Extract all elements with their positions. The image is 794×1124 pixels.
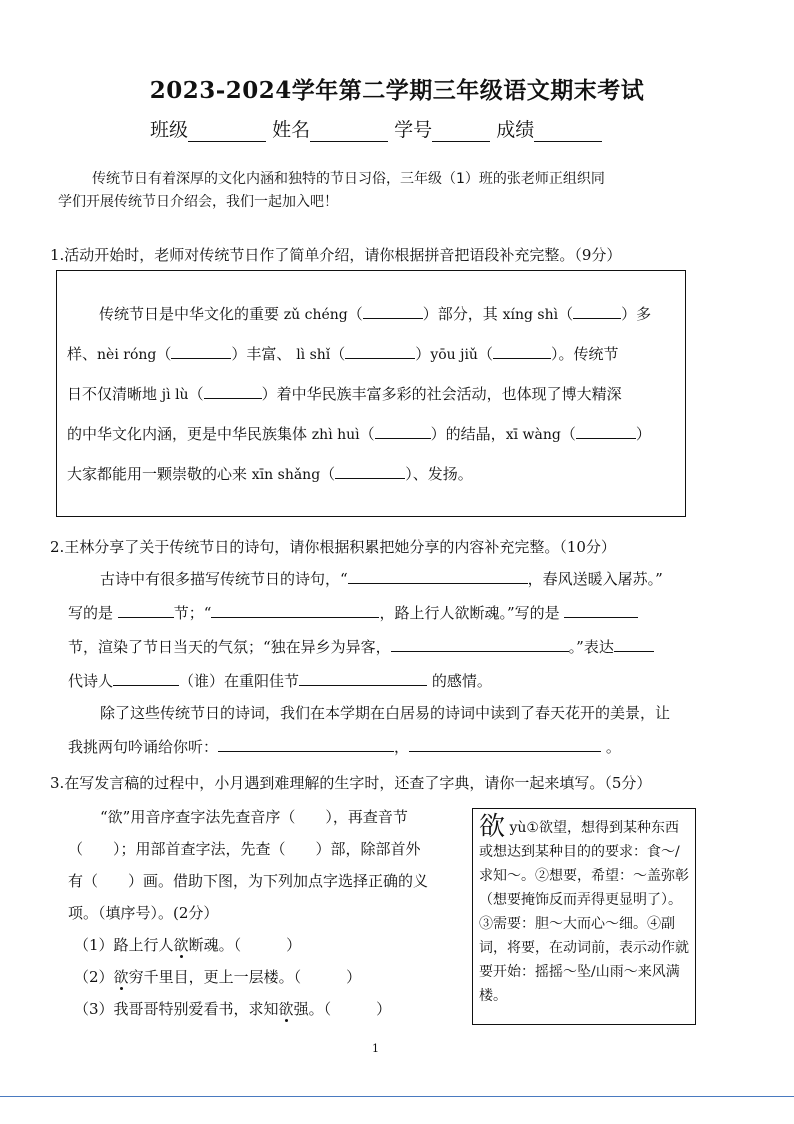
q3-line-1: “欲”用音序查字法先查音序（ ），再查音节 <box>100 808 408 826</box>
entry-char: 欲 <box>479 812 506 842</box>
q2-line-1: 古诗中有很多描写传统节日的诗句，“ ，春风送暖入屠苏。” <box>100 570 663 588</box>
q1-line-3: 日不仅清晰地 jì lù（ ）着中华民族丰富多彩的社会活动，也体现了博大精深 <box>67 385 622 403</box>
blank[interactable] <box>299 671 427 686</box>
id-label: 学号 <box>394 119 433 141</box>
q1-line-5: 大家都能用一颗崇敬的心来 xīn shǎng（ ）、发扬。 <box>67 465 473 483</box>
blank[interactable] <box>345 344 415 359</box>
class-blank[interactable] <box>188 123 266 142</box>
score-label: 成绩 <box>496 119 535 141</box>
blank[interactable] <box>118 603 174 618</box>
q3-prompt: 3.在写发言稿的过程中，小月遇到难理解的生字时，还查了字典，请你一起来填写。（5分） <box>50 774 652 792</box>
q2-line-3: 节，渲染了节日当天的气氛；“独在异乡为异客， 。”表达 <box>68 636 654 657</box>
blank[interactable] <box>211 603 379 618</box>
intro-line-1: 传统节日有着深厚的文化内涵和独特的节日习俗，三年级（1）班的张老师正组织同 <box>92 171 605 187</box>
q2-line-4: 代诗人 （谁）在重阳佳节 的感情。 <box>68 672 492 690</box>
q1-line-1: 传统节日是中华文化的重要 zǔ chéng（ ）部分，其 xíng shì（ ）多 <box>99 305 652 323</box>
entry-definition: ①欲望，想得到某种东西或想达到某种目的的要求：食～/求知～。②想要，希望：～盖弥彰（想要掩饰反而弄得更显明了）。③需要：胆～大而心～细。④副词，将要，在动词前，表示动作就要开始：摇摇～坠/山雨～来风满楼。 <box>479 820 689 1004</box>
score-blank[interactable] <box>534 123 602 142</box>
page-number: 1 <box>372 1042 379 1055</box>
q3-line-4: 项。（填序号）。(2分） <box>68 904 219 922</box>
dictionary-entry-box <box>472 808 696 1025</box>
q2-line-2: 写的是 节；“ ，路上行人欲断魂。”写的是 <box>68 602 638 623</box>
q2-line-5: 除了这些传统节日的诗词，我们在本学期在白居易的诗词中读到了春天花开的美景，让 <box>100 704 671 722</box>
blank[interactable] <box>391 637 569 652</box>
blank[interactable] <box>564 603 638 618</box>
dictionary-text <box>479 812 689 1008</box>
name-blank[interactable] <box>310 123 388 142</box>
blank[interactable] <box>204 384 262 399</box>
entry-pinyin: yù <box>509 820 527 836</box>
blank[interactable] <box>614 637 654 652</box>
blank[interactable] <box>573 304 621 319</box>
q3-sub-1: （1）路上行人欲断魂。（ ） <box>74 936 302 954</box>
q3-sub-3: （3）我哥哥特别爱看书，求知欲强。（ ） <box>74 1000 392 1018</box>
blank[interactable] <box>375 424 431 439</box>
header-fields <box>150 115 602 142</box>
q1-line-2: 样、nèi róng（ ）丰富、 lì shǐ（ ）yōu jiǔ（ ）。传统节 <box>67 345 619 363</box>
blank[interactable] <box>576 424 636 439</box>
intro-line-2: 学们开展传统节日介绍会，我们一起加入吧！ <box>58 194 338 210</box>
blank[interactable] <box>171 344 231 359</box>
q2-prompt: 2.王林分享了关于传统节日的诗句，请你根据积累把她分享的内容补充完整。（10分） <box>50 538 616 556</box>
blank[interactable] <box>363 304 423 319</box>
footer-rule <box>0 1096 794 1097</box>
blank[interactable] <box>218 737 394 752</box>
class-label: 班级 <box>150 119 189 141</box>
blank[interactable] <box>113 671 179 686</box>
blank[interactable] <box>335 464 405 479</box>
q3-sub-2: （2）欲穷千里目，更上一层楼。（ ） <box>74 968 362 986</box>
q1-passage-box <box>56 270 686 517</box>
name-label: 姓名 <box>272 119 311 141</box>
exam-title: 2023-2024学年第二学期三年级语文期末考试 <box>149 77 645 104</box>
blank[interactable] <box>409 737 601 752</box>
q3-line-2: （ ）；用部首查字法，先查（ ）部，除部首外 <box>68 840 421 858</box>
q3-line-3: 有（ ）画。借助下图，为下列加点字选择正确的义 <box>68 872 429 890</box>
q2-line-6: 我挑两句吟诵给你听： ， 。 <box>68 738 621 756</box>
id-blank[interactable] <box>432 123 490 142</box>
blank[interactable] <box>348 569 528 584</box>
blank[interactable] <box>493 344 551 359</box>
q1-prompt: 1.活动开始时，老师对传统节日作了简单介绍，请你根据拼音把语段补充完整。（9分） <box>50 246 622 264</box>
q1-line-4: 的中华文化内涵，更是中华民族集体 zhì huì（ ）的结晶，xī wàng（ ） <box>67 425 651 443</box>
